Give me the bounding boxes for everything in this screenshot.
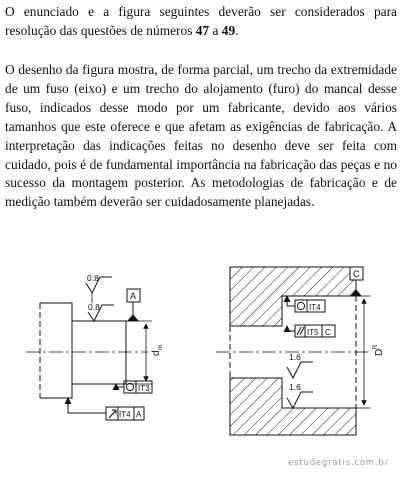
circularity-tolerance-label: IT3 bbox=[138, 384, 150, 393]
housing-figure bbox=[216, 267, 370, 435]
roughness-housing-face-label: 1.6 bbox=[289, 382, 301, 392]
diameter-superscript-housing: R bbox=[373, 344, 379, 349]
intro-text-after: . bbox=[235, 22, 239, 38]
datum-a-label: A bbox=[130, 291, 137, 301]
diameter-subscript-shaft: m bbox=[157, 344, 164, 350]
housing-parallelism-datum: C bbox=[325, 328, 331, 337]
runout-datum-label: A bbox=[136, 410, 142, 419]
datum-c-label: C bbox=[353, 269, 360, 279]
housing-circularity-label: IT4 bbox=[309, 303, 321, 312]
shaft-body-outline bbox=[72, 321, 126, 384]
runout-tolerance-label: IT4 bbox=[119, 410, 131, 419]
roughness-top-label: 0.8 bbox=[87, 273, 99, 283]
roughness-bore-label: 1.6 bbox=[289, 352, 301, 362]
diameter-symbol-housing: D bbox=[374, 348, 385, 356]
runout-arrow-icon bbox=[109, 410, 116, 418]
circularity-icon bbox=[126, 383, 133, 390]
roughness-symbol-bore bbox=[287, 362, 313, 378]
shaft-hub-outline bbox=[40, 303, 72, 398]
body-paragraph: O desenho da figura mostra, de forma parcial, um trecho da extremidade de um fuso (eixo) e um trecho do alojamento (furo) do mancal desse fuso, indicados desse modo por um fabricante, devido aos vários tamanhos que este oferece e que afetam as exigências de fabricação. A interpretação das indicações feitas no desenho deve ser feita com cuidado, pois é de fundamental importância na fabricação das peças e no sucesso da montagem posterior. As metodologias de fabricação e de medição também deverão ser cuidadosamente planejadas. bbox=[5, 62, 397, 210]
site-watermark: estudegratis.com.br bbox=[288, 458, 389, 468]
housing-parallelism-label: IT5 bbox=[307, 328, 319, 337]
intro-text-between: a bbox=[209, 22, 222, 38]
diameter-symbol-shaft: d bbox=[151, 350, 162, 356]
question-last-number: 49 bbox=[221, 22, 236, 38]
roughness-face-label: 0.8 bbox=[88, 302, 100, 312]
intro-text-before: O enunciado e a figura seguintes deverão ser considerados para resolução das questões de números bbox=[5, 4, 397, 38]
question-first-number: 47 bbox=[195, 22, 210, 38]
roughness-symbol-housing-face bbox=[287, 392, 313, 408]
